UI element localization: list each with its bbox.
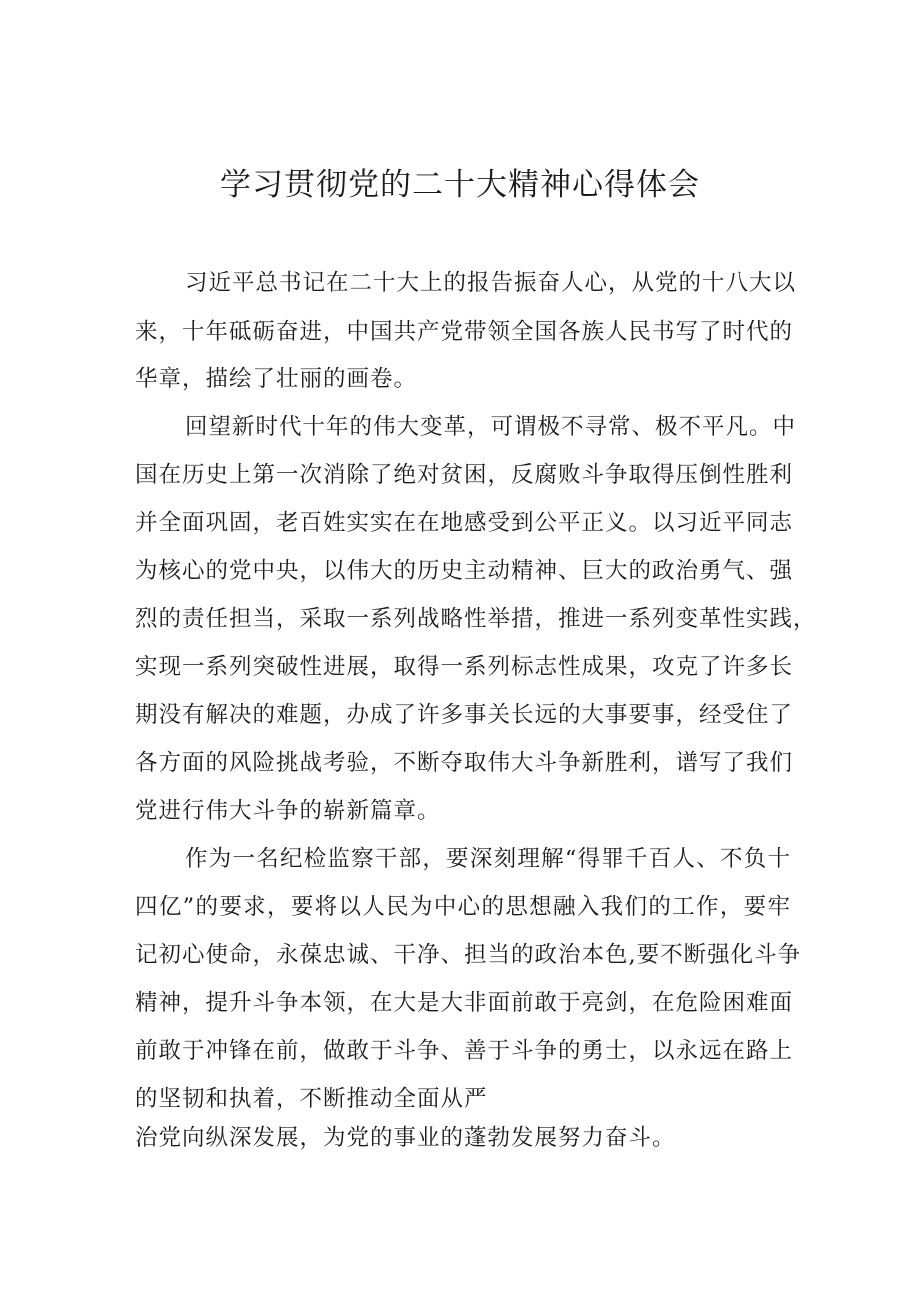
text-line: 习近平总书记在二十大上的报告振奋人心，从党的十八大以 (185, 270, 797, 296)
text-line: 烈的责任担当，采取一系列战略性举措，推进一系列变革性实践， (135, 606, 817, 632)
text-line: 来，十年砥砺奋进，中国共产党带领全国各族人民书写了时代的 (135, 319, 794, 345)
text-line: 精神，提升斗争本领，在大是大非面前敢于亮剑，在危险困难面 (135, 990, 794, 1016)
text-line: 并全面巩固，老百姓实实在在地感受到公平正义。以习近平同志 (135, 510, 794, 536)
text-line: 国在历史上第一次消除了绝对贫困，反腐败斗争取得压倒性胜利 (135, 462, 794, 488)
text-line: 为核心的党中央，以伟大的历史主动精神、巨大的政治勇气、强 (135, 558, 794, 584)
text-line: 期没有解决的难题，办成了许多事关长远的大事要事，经受住了 (135, 702, 794, 728)
text-line: 记初心使命，永葆忠诚、干净、担当的政治本色,要不断强化斗争 (135, 942, 802, 968)
text-line: 党进行伟大斗争的崭新篇章。 (135, 798, 441, 824)
text-line: 治党向纵深发展，为党的事业的蓬勃发展努力奋斗。 (135, 1125, 676, 1151)
text-line: 的坚韧和执着，不断推动全面从严 (135, 1086, 488, 1112)
document-title: 学习贯彻党的二十大精神心得体会 (220, 167, 700, 203)
text-line: 四亿”的要求，要将以人民为中心的思想融入我们的工作，要牢 (135, 894, 791, 920)
text-line: 华章，描绘了壮丽的画卷。 (135, 366, 418, 392)
text-line: 作为一名纪检监察干部，要深刻理解“得罪千百人、不负十 (185, 846, 791, 872)
text-line: 前敢于冲锋在前，做敢于斗争、善于斗争的勇士，以永远在路上 (135, 1038, 794, 1064)
text-line: 回望新时代十年的伟大变革，可谓极不寻常、极不平凡。中 (185, 414, 797, 440)
text-line: 各方面的风险挑战考验，不断夺取伟大斗争新胜利，谱写了我们 (135, 750, 794, 776)
text-line: 实现一系列突破性进展，取得一系列标志性成果，攻克了许多长 (135, 654, 794, 680)
